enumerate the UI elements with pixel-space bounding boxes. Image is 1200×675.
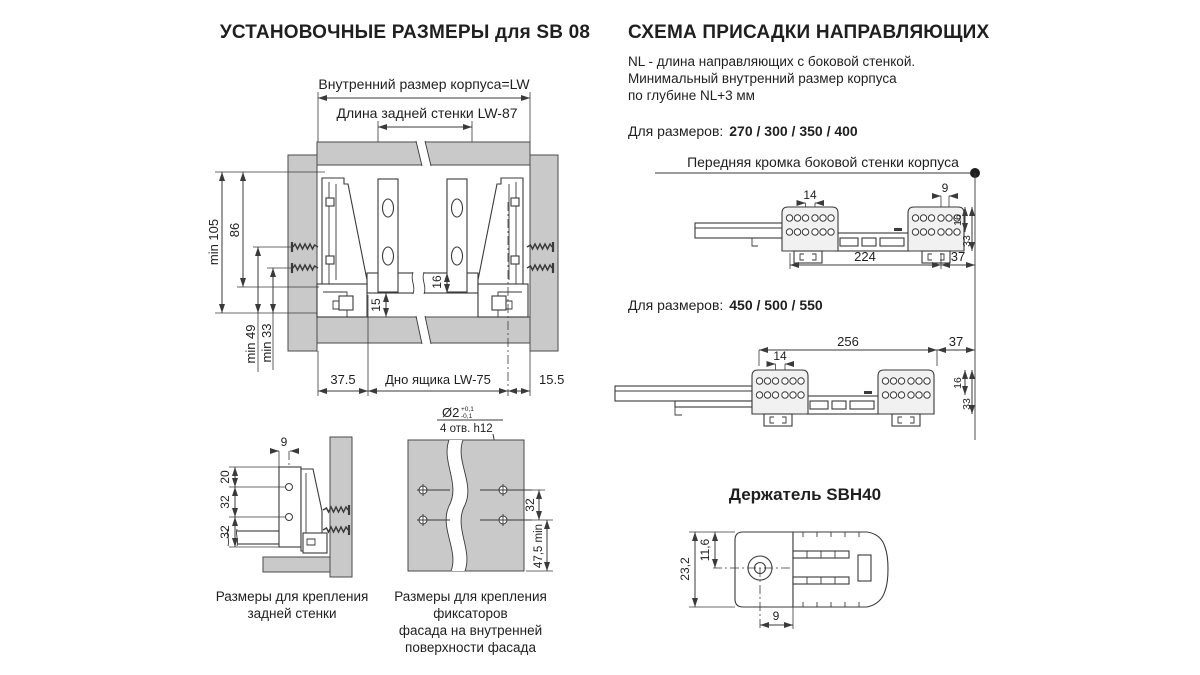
facade-detail-drawing <box>393 398 575 593</box>
holder-drawing <box>675 515 915 650</box>
dim-47-5: 47,5 min <box>533 523 545 569</box>
hole-diameter-label: Ø2 <box>442 405 460 420</box>
right-title: СХЕМА ПРИСАДКИ НАПРАВЛЯЮЩИХ <box>628 22 990 43</box>
dim-9: 9 <box>941 181 949 195</box>
facade-caption <box>363 588 578 656</box>
sizes-values: 450 / 500 / 550 <box>729 297 823 313</box>
dim-9: 9 <box>772 609 780 623</box>
dim-min33: min 33 <box>259 323 274 363</box>
dim-min105: min 105 <box>206 218 221 266</box>
back-wall-detail-drawing <box>215 435 395 595</box>
dim-37-5: 37.5 <box>330 372 356 387</box>
dim-32: 32 <box>523 498 537 512</box>
right-description <box>628 53 915 104</box>
sizes-values: 270 / 300 / 350 / 400 <box>729 123 858 139</box>
dim-14: 14 <box>803 188 817 202</box>
dim-16: 16 <box>952 377 964 389</box>
tolerance-top: +0,1 <box>461 406 474 413</box>
front-edge-label: Передняя кромка боковой стенки корпуса <box>687 154 959 170</box>
dim-37: 37 <box>948 334 964 349</box>
back-wall-panel <box>279 467 301 547</box>
holder-body <box>793 532 888 607</box>
dim-min49: min 49 <box>243 324 258 364</box>
dim-86: 86 <box>227 222 242 238</box>
caption-line: фасада на внутренней <box>398 623 543 638</box>
dim-11-6: 11,6 <box>698 538 712 562</box>
dim-inner-width-label: Внутренний размер корпуса=LW <box>318 76 530 92</box>
dim-16: 16 <box>952 214 964 226</box>
dim-15: 15 <box>369 298 383 312</box>
slide-drawing-450-550 <box>615 334 975 426</box>
dim-32-bottom: 32 <box>218 525 232 539</box>
description-line: по глубине NL+3 мм <box>628 88 755 103</box>
dim-20: 20 <box>218 470 232 484</box>
dim-37: 37 <box>950 249 966 264</box>
dim-drawer-bottom: Дно ящика LW-75 <box>385 372 491 387</box>
dim-33: 33 <box>961 398 973 410</box>
sizes-label: Для размеров: <box>628 123 724 139</box>
dim-16: 16 <box>430 275 444 289</box>
cabinet-side-left <box>288 155 317 351</box>
cabinet-bottom-panel <box>263 557 330 572</box>
dim-224: 224 <box>854 249 876 264</box>
dim-23-2: 23,2 <box>678 557 692 581</box>
dim-33: 33 <box>961 235 973 247</box>
caption-line: поверхности фасада <box>405 640 536 655</box>
tolerance-bottom: -0,1 <box>461 413 473 420</box>
description-line: NL - длина направляющих с боковой стенкой. <box>628 54 916 69</box>
slide-scheme-drawing <box>615 150 1015 445</box>
holes-note: 4 отв. h12 <box>440 423 493 435</box>
dim-15-5: 15.5 <box>539 372 565 387</box>
dim-256: 256 <box>837 334 859 349</box>
caption-line: Размеры для крепления фиксаторов <box>394 589 547 621</box>
caption-line: Размеры для крепления <box>215 589 369 604</box>
dim-back-wall-label: Длина задней стенки LW-87 <box>336 105 518 121</box>
dim-32-top: 32 <box>218 495 232 509</box>
sizes-group-1 <box>628 123 858 139</box>
dim-14: 14 <box>773 349 787 363</box>
left-title: УСТАНОВОЧНЫЕ РАЗМЕРЫ для SB 08 <box>219 22 591 43</box>
main-cross-section-drawing <box>195 60 615 432</box>
cabinet-side-right <box>530 155 558 351</box>
caption-line: задней стенки <box>247 606 337 621</box>
dim-9: 9 <box>280 435 288 449</box>
holder-title: Держатель SBH40 <box>728 485 882 504</box>
description-line: Минимальный внутренний размер корпуса <box>628 71 897 86</box>
slide-drawing-270-400 <box>695 181 975 269</box>
sizes-label: Для размеров: <box>628 297 724 313</box>
